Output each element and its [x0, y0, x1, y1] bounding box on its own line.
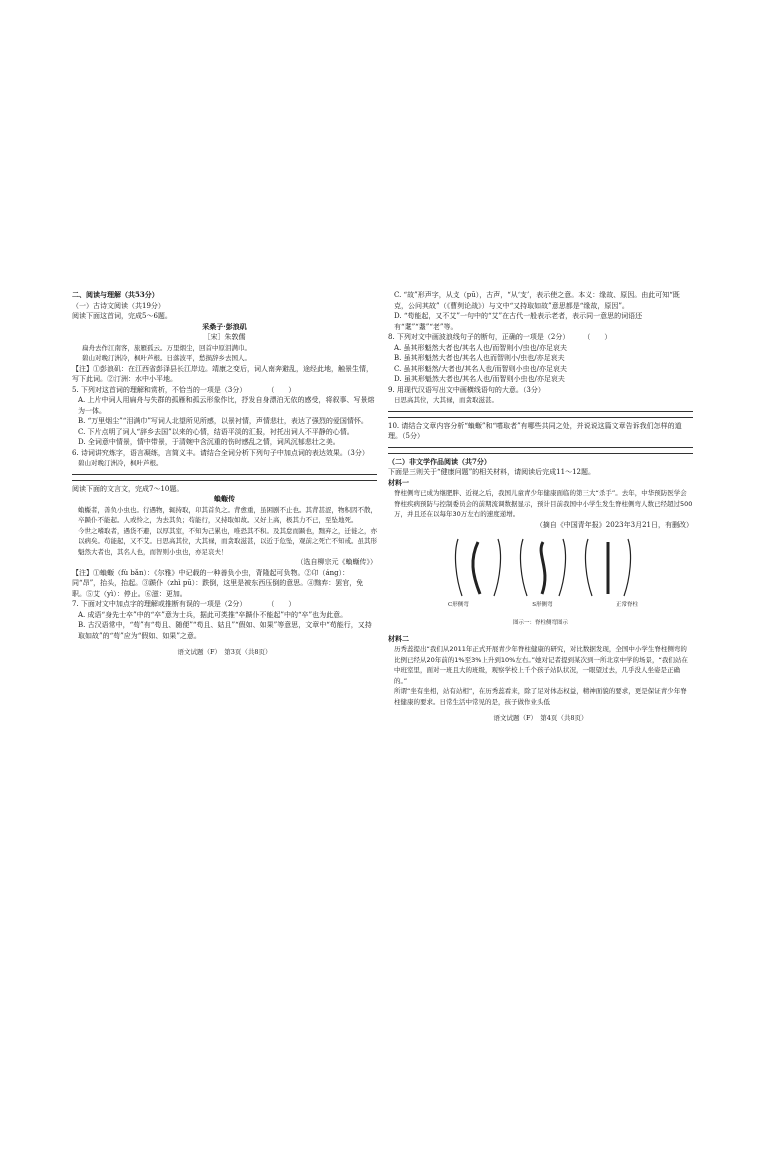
poem-line: 碧山对晚汀洲冷，枫叶芦根。日落波平，愁损辞乡去国人。 [82, 354, 251, 362]
s-spine [541, 542, 545, 594]
prose-paragraph: 蝜蝂者，善负小虫也。行遇物，辄持取，卬其首负之。背愈重，虽困剧不止也。其背甚涩，物积因不散，卒踬仆不能起。人或怜之，为去其负；苟能行，又持取如故。又好上高，极其力不已，至坠地死。 [78, 505, 377, 524]
question-7: 7. 下面对文中加点字的理解或推断有误的一项是（2分） （ ） [72, 600, 296, 608]
answer-line [388, 411, 693, 412]
poem-author: ［宋］朱敦儒 [203, 333, 246, 341]
option-b: B. 虽其形魁然大者也/其名人也而智则小/虫也/亦足哀夫 [394, 354, 565, 362]
material-text: 脊柱侧弯已成为继肥胖、近视之后，我国儿童青少年健康面临的第三大“杀手”。去年，中华预防医学会脊柱疾病预防与控制委员会的前期流调数据显示，预计目前我国中小学生发生脊柱侧弯人数已经超过500万，并且还在以每年30万左右的速度递增。 [394, 489, 693, 518]
quoted-line: 日思高其位，大其禄，而贪取滋甚。 [394, 396, 498, 404]
option-b: B. “万里烟尘”“泪满巾”写词人北望所见所感，以景衬情，声情悲壮，表达了强烈的爱国情怀。 [78, 417, 368, 425]
answer-line [388, 453, 693, 454]
answer-line [72, 474, 377, 475]
sub-title: （一）古诗文阅读（共19分） [72, 301, 165, 310]
torso-outline [455, 539, 462, 596]
spine-figure [388, 534, 693, 612]
option-c: C. “故”形声字，从攴（pū），古声，“从‘支’，表示使之意。本义：缘故、原因。由此可知“既克，公问其故”（《曹刿论战》）与文中“又持取如故”意思都是“缘故，原因”。 [394, 291, 680, 310]
answer-line [388, 447, 693, 448]
torso-outline [585, 539, 592, 596]
question-6: 6. 诗词讲究炼字，语言凝练，言简义丰。请结合全词分析下列句子中加点词的表达效果。（3分） [72, 448, 369, 457]
c-spine [473, 542, 480, 594]
poem-line: 扁舟去作江南客，旅雁孤云。万里烟尘，回首中原泪满巾。 [82, 343, 251, 352]
prose-source: （选自柳宗元《蝜蝂传》） [296, 558, 377, 566]
material-text: 历秀蕊提出“我们从2011年正式开展青少年脊柱健康的研究，对比数据发现，全国中小学生脊柱侧弯的比例已经从20年前的1%至3%上升到10%左右。”她对记者提到某次到一所北京中学的场景，“我们站在中班室里，面对一班且大的班级，观察学校上千个孩子站队状况，一眼望过去，几乎没人坐姿是正确的。” [394, 645, 688, 685]
quoted-line: 碧山对晚汀洲冷，枫叶芦根。 [78, 459, 163, 467]
answer-line [388, 417, 693, 418]
page-3-column [72, 290, 377, 664]
option-d: D. 全词意中情景，情中带景，于清婉中含沉重的伤时感乱之情，词风沉郁悲壮之美。 [78, 438, 340, 446]
answer-line [72, 480, 377, 481]
section-title: 二、阅读与理解（共53分） [72, 290, 159, 299]
option-b: B. 古汉语常中，“苟”有“苟且、随便”“苟且、姑且”“假如、如果”等意思，文章中“苟能行，又持取如故”的“苟”应为“假如、如果”之意。 [78, 621, 372, 640]
prose-title: 蝜蝂传 [214, 494, 235, 503]
figure-caption: 图示一：脊柱侧弯图示 [512, 619, 568, 626]
page-4-column [388, 290, 693, 730]
option-a: A. 成语“身先士卒”中的“卒”意为士兵，据此可类推“卒踬仆不能起”中的“卒”也为此意。 [78, 610, 348, 619]
exam-sheet [70, 290, 693, 880]
option-a: A. 上片中词人用扁舟与失群的孤雁和孤云形象作比，抒发自身漂泊无依的感受，将叙事、写景熔为一体。 [78, 396, 375, 415]
page-footer: 语文试题（F） 第4页（共8页） [493, 714, 588, 722]
option-c: C. 虽其形魁然/大者也/其名人也/而智则小虫也/亦足哀夫 [394, 364, 567, 373]
question-5: 5. 下列对这首词的理解和赏析，不恰当的一项是（3分） （ ） [72, 385, 296, 394]
material-title: 材料二 [388, 633, 409, 643]
instruction: 阅读下面的文言文，完成7～10题。 [72, 484, 184, 493]
material-text: 所谓“坐有坐相，站有站相”，在历秀蕊看来，除了足对体态权益，精神面貌的要求，更是保证青少年脊柱健康的要求。日常生活中常见的是，孩子做作业头低 [394, 687, 687, 706]
torso-outline [494, 539, 501, 596]
option-a: A. 虽其形魁然大者也/其名人也/而智则小/虫也/亦足哀夫 [394, 343, 567, 352]
material-source: （摘自《中国青年报》2023年3月21日，有删改） [535, 520, 693, 529]
annotation: 【注】①彭浪矶：在江西省彭泽县长江岸边。靖康之变后，词人南奔避乱，途经此地，触景生情，写下此词。②汀洲：水中小平地。 [72, 364, 373, 383]
instruction: 阅读下面这首词，完成5～6题。 [72, 312, 172, 320]
option-c: C. 下片点明了词人“辞乡去国”以来的心情，结语平淡的汇报，衬托出词人不平静的心情。 [78, 427, 354, 436]
label-s: S形侧弯 [532, 602, 553, 608]
question-8: 8. 下列对文中画波浪线句子的断句，正确的一项是（2分） （ ） [388, 333, 612, 341]
option-d: D. 虽其形魁然大者也/其名人也/而智则小虫也/亦足哀夫 [394, 375, 565, 383]
page-footer: 语文试题（F） 第3页（共8页） [177, 648, 272, 656]
question-10: 10. 请结合文章内容分析“蝜蝂”和“嗜取者”有哪些共同之处，并说说这篇文章告诉我们怎样的道理。（5分） [388, 421, 682, 440]
label-normal: 正常脊柱 [615, 602, 638, 608]
material-title: 材料一 [388, 477, 409, 487]
annotation: 【注】①蝜蝂（fù bǎn）：《尔雅》中记载的一种善负小虫，背隆起可负物。②卬（áng）：同“昂”，抬头，抬起。③踬仆（zhì pū）：跌倒，这里是被东西压倒的意思。④黜弃：罢官，免职。⑤艾（yì）：停止。⑥滋：更加。 [72, 568, 364, 598]
section-title: （二）非文学作品阅读（共7分） [388, 456, 491, 466]
instruction: 下面是三则关于“健康问题”的相关材料，请阅读后完成11～12题。 [388, 468, 595, 476]
question-9: 9. 用现代汉语写出文中画横线语句的大意。（3分） [388, 385, 545, 394]
torso-outline [520, 539, 527, 596]
torso-outline [624, 539, 631, 596]
poem-title: 采桑子·彭浪矶 [202, 321, 247, 331]
figure-labels [448, 600, 638, 611]
prose-paragraph: 今世之嗜取者，遇货不避，以厚其室，不知为己累也，唯恐其不积。及其怠而踬也，黜弃之，迁徙之，亦以病矣。苟能起，又不艾。日思高其位，大其禄，而贪取滋甚，以近于危坠，观前之死亡不知戒。虽其形魁然大者也，其名人也，而智则小虫也，亦足哀夫！ [78, 526, 377, 556]
option-d: D. “苟能起，又不艾”一句中的“艾”在古代一般表示老者，表示同一意思的词语还有“耄”“耋”“老”等。 [394, 312, 643, 331]
torso-outline [559, 539, 566, 596]
label-c: C形侧弯 [448, 602, 469, 608]
spine-illustration [448, 534, 638, 604]
